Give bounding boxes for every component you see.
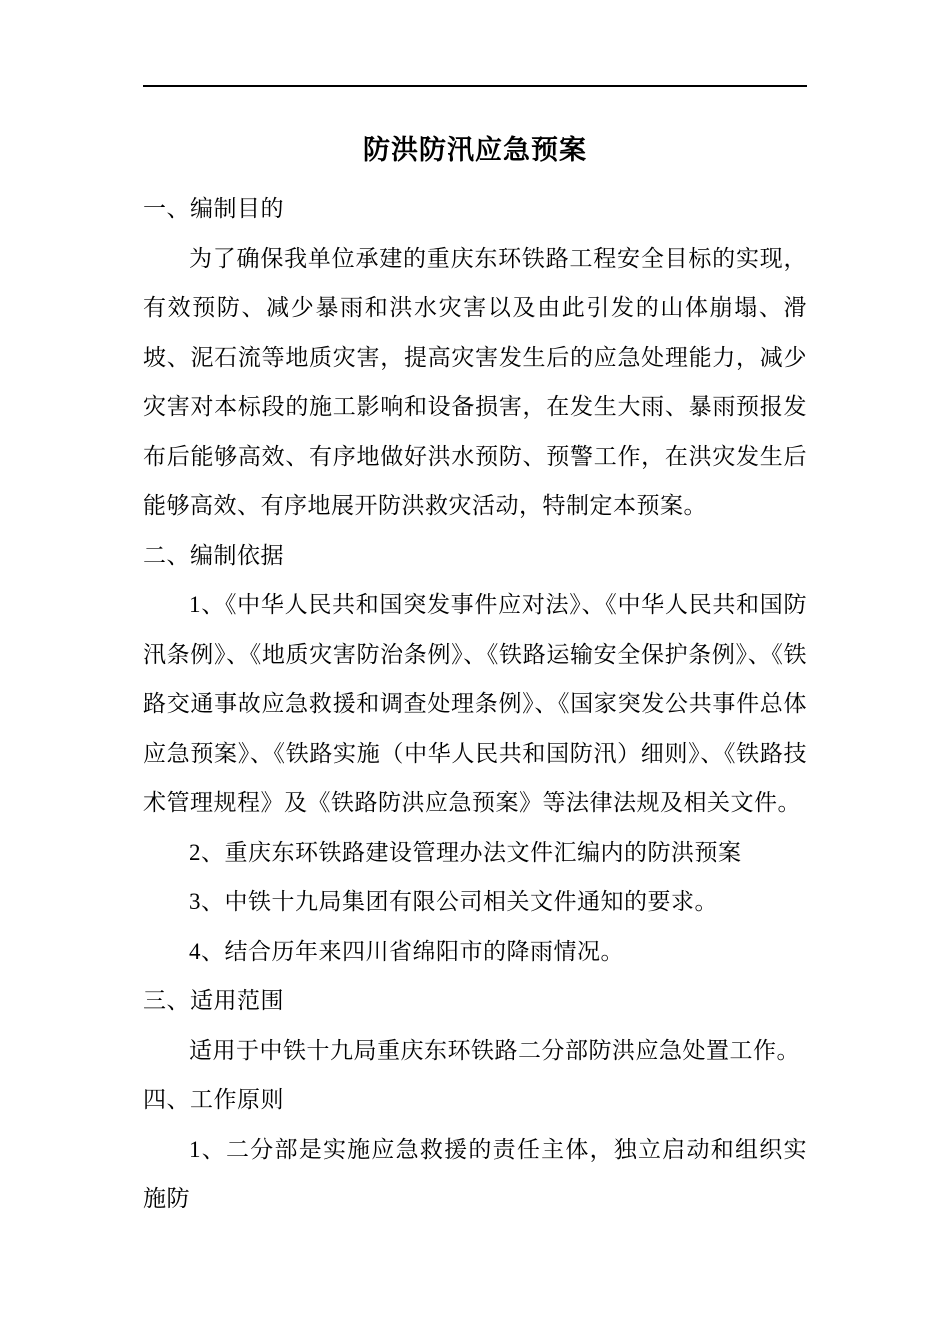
paragraph: 2、重庆东环铁路建设管理办法文件汇编内的防洪预案	[189, 839, 742, 865]
section-heading-scope: 三、适用范围	[143, 988, 284, 1013]
paragraph: 3、中铁十九局集团有限公司相关文件通知的要求。	[189, 889, 718, 914]
paragraph: 1、《中华人民共和国突发事件应对法》、《中华人民共和国防汛条例》、《地质灾害防治条例》、《铁路运输安全保护条例》、《铁路交通事故应急救援和调查处理条例》、《国家突发公共事件总体应急预案》、《铁路实施（中华人民共和国防汛）细则》、《铁路技术管理规程》及《铁路防洪应急预案》等法律法规及相关文件。	[143, 592, 807, 815]
paragraph: 4、结合历年来四川省绵阳市的降雨情况。	[189, 938, 624, 964]
section-heading-principles: 四、工作原则	[143, 1087, 284, 1112]
paragraph: 为了确保我单位承建的重庆东环铁路工程安全目标的实现，有效预防、减少暴雨和洪水灾害以及由此引发的山体崩塌、滑坡、泥石流等地质灾害，提高灾害发生后的应急处理能力，减少灾害对本标段的施工影响和设备损害，在发生大雨、暴雨预报发布后能够高效、有序地做好洪水预防、预警工作，在洪灾发生后能够高效、有序地展开防洪救灾活动，特制定本预案。	[143, 245, 807, 518]
document-title: 防洪防汛应急预案	[363, 135, 587, 165]
document-content	[143, 0, 807, 1224]
paragraph: 适用于中铁十九局重庆东环铁路二分部防洪应急处置工作。	[189, 1037, 800, 1063]
section-heading-basis: 二、编制依据	[143, 542, 284, 568]
paragraph: 1、二分部是实施应急救援的责任主体，独立启动和组织实施防	[143, 1136, 807, 1211]
section-heading-purpose: 一、编制目的	[143, 196, 284, 221]
